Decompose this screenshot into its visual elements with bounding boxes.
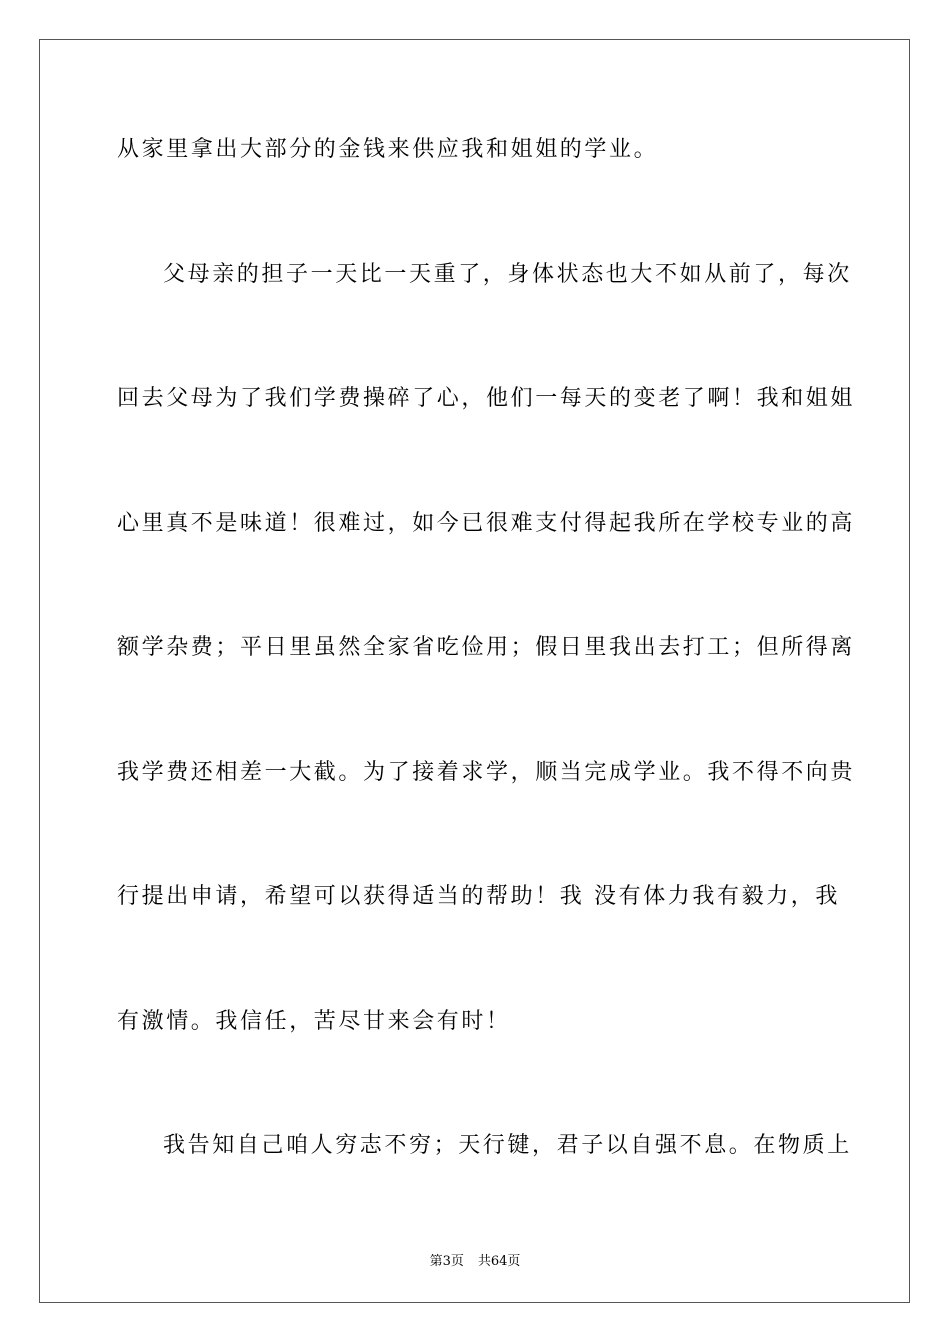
page-footer xyxy=(0,1250,950,1269)
body-line-3: 回去父母为了我们学费操碎了心，他们一每天的变老了啊！我和姐姐 xyxy=(117,386,856,411)
body-line-4: 心里真不是味道！很难过，如今已很难支付得起我所在学校专业的高 xyxy=(117,511,856,536)
page-number: 第3页 xyxy=(429,1254,464,1269)
total-pages: 共64页 xyxy=(477,1254,521,1269)
body-line-2: 父母亲的担子一天比一天重了，身体状态也大不如从前了，每次 xyxy=(163,262,852,287)
body-line-9: 我告知自己咱人穷志不穷；天行键，君子以自强不息。在物质上 xyxy=(163,1133,852,1158)
body-line-5: 额学杂费；平日里虽然全家省吃俭用；假日里我出去打工；但所得离 xyxy=(117,635,856,660)
body-line-7: 行提出申请，希望可以获得适当的帮助！我 没有体力我有毅力，我 xyxy=(117,884,840,909)
body-line-6: 我学费还相差一大截。为了接着求学，顺当完成学业。我不得不向贵 xyxy=(117,760,856,785)
body-line-1: 从家里拿出大部分的金钱来供应我和姐姐的学业。 xyxy=(117,137,659,162)
page-border xyxy=(39,39,910,1303)
body-line-8: 有激情。我信任，苦尽甘来会有时！ xyxy=(117,1009,511,1034)
